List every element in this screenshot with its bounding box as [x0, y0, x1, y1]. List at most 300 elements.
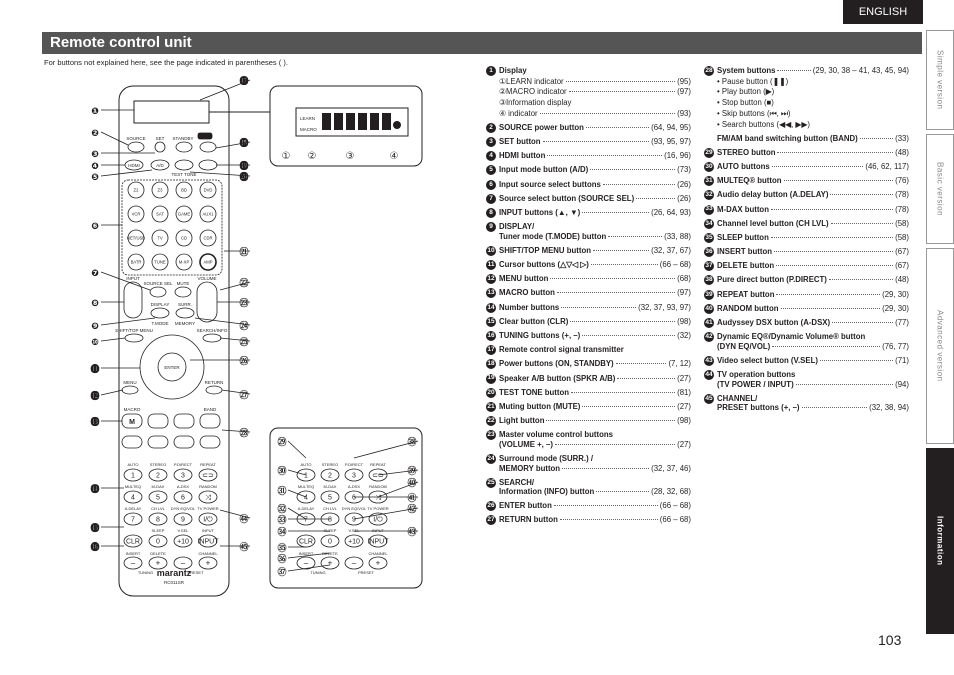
- legend-label: RANDOM button: [717, 303, 779, 313]
- legend-pages: (28, 32, 68): [651, 487, 691, 497]
- numpad-label: INSERT: [125, 551, 141, 556]
- numpad-key-label: INPUT: [367, 538, 389, 546]
- legend-pages: (71): [895, 355, 909, 365]
- volume-rocker: [197, 282, 217, 322]
- numpad-key-label: 5: [156, 494, 160, 502]
- numpad-label: DYN EQ/VOL: [170, 506, 196, 511]
- legend-entry: [704, 190, 909, 200]
- numpad-label: V.SEL: [177, 528, 189, 533]
- legend-entry: [704, 162, 909, 172]
- callout-number: ㉓: [239, 299, 249, 309]
- legend-label: Pure direct button (P.DIRECT): [717, 275, 827, 285]
- legend-number: 38: [704, 275, 714, 285]
- legend-pages: (32, 37, 93, 97): [638, 302, 691, 312]
- legend-number: 31: [704, 176, 714, 186]
- numpad-label: M-DAX: [151, 484, 165, 489]
- source-button-label: GAME: [177, 211, 191, 217]
- callout-number: ㊸: [407, 528, 417, 538]
- legend-label: Source select button (SOURCE SEL): [499, 193, 635, 203]
- legend-entry: [486, 208, 691, 218]
- source-button-label: M-XP: [178, 259, 190, 265]
- legend-number: 21: [486, 402, 496, 412]
- callout-number: ㊶: [407, 494, 417, 504]
- surr-button: [176, 308, 194, 318]
- numpad-label: SLEEP: [323, 528, 337, 533]
- legend-pages: (93): [677, 108, 691, 118]
- numpad-label: CHANNEL: [198, 551, 218, 556]
- numpad-label: TV POWER: [197, 506, 219, 511]
- legend-entry: [486, 137, 691, 147]
- numpad-key-label: I/⏻: [203, 516, 213, 524]
- numpad-label: STEREO: [321, 462, 339, 467]
- legend-entry: [704, 394, 909, 413]
- tab-label: Simple version: [935, 50, 945, 110]
- legend-label: PRESET buttons (+, –): [717, 403, 800, 413]
- stop-button: [200, 414, 220, 428]
- numpad-label: V.SEL: [348, 528, 360, 533]
- numpad-label: INPUT: [372, 528, 384, 533]
- tuning-label: TUNING: [310, 570, 326, 575]
- memory-label: MEMORY: [174, 321, 196, 326]
- numpad-label: INPUT: [202, 528, 214, 533]
- numpad-key-label: –: [303, 558, 309, 568]
- numpad-key-label: +: [327, 558, 333, 568]
- enter-label: ENTER: [164, 365, 180, 370]
- numpad-label: DELETE: [150, 551, 166, 556]
- numpad-label: MULTEQ: [297, 484, 315, 489]
- legend-entry: [486, 454, 691, 473]
- lcd-digit: [382, 113, 391, 130]
- legend-label: (DYN EQ/VOL): [717, 341, 771, 351]
- legend-number: 1: [486, 66, 496, 76]
- lcd-indicator-1: ①: [281, 151, 291, 162]
- menu-button: [122, 386, 138, 394]
- numpad-label: AUTO: [127, 462, 139, 467]
- legend-number: 37: [704, 261, 714, 271]
- lcd-macro: MACRO: [300, 127, 317, 132]
- legend-number: 33: [704, 205, 714, 215]
- legend-sub-label: • Stop button (■): [717, 98, 774, 108]
- test-tone-label: TEST TONE: [171, 172, 197, 177]
- legend-pages: (93, 95, 97): [651, 137, 691, 147]
- legend-pages: (32): [677, 330, 691, 340]
- mute-button: [175, 287, 191, 297]
- ad-label: A/D: [156, 163, 164, 168]
- legend-sub-label: • Pause button (❚❚): [717, 76, 789, 86]
- legend-pages: (48): [895, 275, 909, 285]
- numpad-label: TV POWER: [367, 506, 389, 511]
- callout-number: ㉑: [239, 248, 249, 258]
- callout-number: ㉛: [277, 487, 287, 497]
- set-label: SET: [155, 136, 165, 141]
- test-tone-button: [175, 160, 193, 170]
- legend-sub-label: • Search buttons (◀◀, ▶▶): [717, 119, 811, 129]
- source-button-label: VCR: [131, 211, 141, 217]
- callout-number: ⓱: [239, 77, 249, 87]
- source-power-button: [128, 142, 144, 152]
- callout-number: ⓳: [239, 162, 249, 172]
- numpad-key-label: 6: [352, 494, 356, 502]
- callout-number: ㉜: [277, 505, 287, 515]
- legend-entry: [486, 151, 691, 161]
- m-label: M: [129, 419, 135, 426]
- preset-label: PRESET: [187, 570, 204, 575]
- legend-pages: (27): [677, 373, 691, 383]
- legend-label: Surround mode (SURR.) /: [499, 453, 593, 463]
- numpad-key-label: 9: [181, 516, 185, 524]
- legend-entry: [486, 374, 691, 384]
- numpad-key-label: 4: [304, 494, 308, 502]
- legend-label: SOURCE power button: [499, 122, 584, 132]
- numpad-key-label: 1: [131, 472, 135, 480]
- source-button-label: BATR: [130, 259, 142, 265]
- legend-label: SET button: [499, 137, 541, 147]
- language-tab: ENGLISH: [843, 0, 923, 24]
- legend-entry: [704, 261, 909, 271]
- numpad-key-label: 9: [352, 516, 356, 524]
- numpad-key-label: –: [351, 558, 357, 568]
- legend-label: TUNING buttons (+, –): [499, 330, 581, 340]
- skip-back-button: [122, 436, 142, 448]
- return-button: [206, 386, 222, 394]
- legend-label: Audyssey DSX button (A-DSX): [717, 318, 831, 328]
- legend-number: 2: [486, 123, 496, 133]
- numpad-label: REPEAT: [200, 462, 216, 467]
- legend-entry: [486, 402, 691, 412]
- numpad-label: M-DAX: [323, 484, 337, 489]
- source-label: SOURCE: [126, 136, 146, 141]
- legend-label: MACRO button: [499, 288, 555, 298]
- legend-pages: (26): [677, 179, 691, 189]
- legend-sub-label: ②MACRO indicator: [499, 87, 567, 97]
- legend-label: Muting button (MUTE): [499, 401, 581, 411]
- legend-number: 14: [486, 303, 496, 313]
- legend-column-1: [486, 66, 691, 530]
- legend-pages: (98): [677, 316, 691, 326]
- return-label: RETURN: [204, 380, 224, 385]
- legend-pages: (67): [895, 247, 909, 257]
- legend-entry: [704, 66, 909, 129]
- set-button: [155, 142, 165, 152]
- legend-entry: [704, 148, 909, 158]
- numpad-key-label: 5: [328, 494, 332, 502]
- callout-number: ㊷: [407, 505, 417, 515]
- numpad-key-label: +: [375, 558, 381, 568]
- callout-number: ㊲: [277, 568, 287, 578]
- legend-sub-label: ④ indicator: [499, 108, 538, 118]
- search-info-label: SEARCH/INFO: [196, 328, 228, 333]
- numpad-label: MULTEQ: [124, 484, 142, 489]
- lcd-digit: [370, 113, 379, 130]
- display-button: [151, 308, 169, 318]
- numpad-key-label: 2: [156, 472, 160, 480]
- legend-pages: (33, 88): [664, 231, 691, 241]
- input-label: INPUT: [126, 276, 140, 281]
- legend-label: (TV POWER / INPUT): [717, 379, 794, 389]
- legend-pages: (29, 30): [882, 289, 909, 299]
- source-button-label: NET/USB: [126, 235, 146, 241]
- input-rocker: [124, 282, 142, 318]
- source-button-label: Z3: [157, 187, 163, 193]
- legend-pages: (95): [677, 76, 691, 86]
- callout-number: ❸: [91, 150, 99, 160]
- legend-label: Input mode button (A/D): [499, 165, 589, 175]
- callout-number: ㊴: [407, 467, 417, 477]
- legend-label: MULTEQ® button: [717, 176, 782, 186]
- callout-number: ❼: [91, 269, 99, 279]
- numpad-label: INSERT: [298, 551, 314, 556]
- hdmi-label: HDMI: [128, 163, 140, 168]
- callout-number: ㉝: [277, 516, 287, 526]
- lcd-digit: [334, 113, 343, 130]
- numpad-key-label: +: [205, 558, 211, 568]
- source-button-label: BD: [181, 187, 187, 193]
- page-number: 103: [878, 632, 902, 648]
- legend-label: System buttons: [717, 66, 776, 75]
- numpad-label: SLEEP: [151, 528, 165, 533]
- legend-entry: [486, 303, 691, 313]
- legend-entry: [704, 205, 909, 215]
- callout-number: ⓫: [90, 365, 100, 375]
- legend-number: 18: [486, 359, 496, 369]
- numpad-label: STEREO: [149, 462, 167, 467]
- ab-button: [199, 160, 217, 170]
- callout-number: ⓴: [239, 173, 249, 183]
- legend-label: CHANNEL/: [717, 393, 758, 403]
- legend-pages: (78): [895, 204, 909, 214]
- legend-number: 19: [486, 374, 496, 384]
- search-back-button: [174, 436, 194, 448]
- brand-label: marantz: [156, 568, 192, 578]
- numpad-key-label: 4: [131, 494, 135, 502]
- legend-label: Number buttons: [499, 302, 560, 312]
- numpad-key-label: 7: [304, 516, 308, 524]
- tab-label: Basic version: [935, 161, 945, 217]
- legend-entry: [486, 388, 691, 398]
- legend-entry: [704, 318, 909, 328]
- legend-label: TV operation buttons: [717, 370, 796, 380]
- volume-label: VOLUME: [197, 276, 217, 281]
- number-pad-zoom: [297, 462, 389, 575]
- lcd-digit: [322, 113, 331, 130]
- numpad-label: DYN EQ/VOL: [341, 506, 367, 511]
- legend-pages: (32, 37, 46): [651, 463, 691, 473]
- numpad-key-label: I/⏻: [373, 516, 383, 524]
- numpad-label: A.DELAY: [124, 506, 142, 511]
- legend-label: FM/AM band switching button (BAND): [717, 133, 858, 143]
- numpad-label: CH LVL: [323, 506, 337, 511]
- legend-label: Master volume control buttons: [499, 430, 613, 440]
- numpad-label: CH LVL: [151, 506, 165, 511]
- t-mode-label: T.MODE: [151, 321, 169, 326]
- pause-button: [148, 414, 168, 428]
- callout-number: ㉗: [239, 391, 249, 401]
- legend-label: Input source select buttons: [499, 179, 601, 189]
- legend-label: SLEEP button: [717, 232, 769, 242]
- legend-entry: [486, 222, 691, 241]
- numpad-key-label: +10: [348, 538, 360, 546]
- legend-entry: [486, 123, 691, 133]
- legend-pages: (27): [677, 401, 691, 411]
- legend-entry: [704, 275, 909, 285]
- source-button-label: AUX1: [202, 211, 214, 217]
- callout-number: ❹: [91, 162, 99, 172]
- numpad-label: RANDOM: [369, 484, 387, 489]
- numpad-label: P.DIRECT: [173, 462, 193, 467]
- legend-number: 16: [486, 331, 496, 341]
- legend-entry: [486, 501, 691, 511]
- numpad-key-label: +: [155, 558, 161, 568]
- legend-pages: (76, 77): [882, 341, 909, 351]
- callout-number: ⓭: [90, 418, 100, 428]
- legend-number: 32: [704, 190, 714, 200]
- numpad-key-label: 3: [352, 472, 356, 480]
- tuning-label: TUNING: [137, 570, 154, 575]
- search-fwd-button: [200, 436, 220, 448]
- legend-label: MEMORY button: [499, 463, 561, 473]
- lcd-learn: LEARN: [300, 116, 316, 121]
- callout-number: ⓰: [90, 543, 100, 553]
- legend-label: Channel level button (CH LVL): [717, 218, 829, 228]
- legend-pages: (58): [895, 218, 909, 228]
- legend-number: 25: [486, 478, 496, 488]
- macro-label: MACRO: [123, 407, 141, 412]
- skip-fwd-button: [148, 436, 168, 448]
- standby-button: [176, 142, 192, 152]
- legend-number: 43: [704, 356, 714, 366]
- legend-entry: [704, 247, 909, 257]
- source-button-label: TV: [157, 235, 163, 241]
- tab-label: Information: [935, 516, 945, 566]
- leader-line: [288, 441, 306, 458]
- model-label: RC011SR: [164, 580, 184, 585]
- numpad-label: AUTO: [300, 462, 312, 467]
- lcd-indicator-dot: [393, 121, 401, 129]
- numpad-key-label: CLR: [298, 538, 314, 546]
- tab-label: Advanced version: [935, 310, 945, 382]
- numpad-key-label: 8: [156, 516, 160, 524]
- legend-entry: [486, 194, 691, 204]
- legend-number: 30: [704, 162, 714, 172]
- legend-entry: [704, 356, 909, 366]
- play-button: [174, 414, 194, 428]
- legend-entry: [486, 359, 691, 369]
- legend-pages: (78): [895, 190, 909, 200]
- callout-number: ❾: [91, 322, 99, 332]
- legend-pages: (32, 38, 94): [869, 403, 909, 413]
- legend-pages: (81): [677, 387, 691, 397]
- legend-sub-label: ③Information display: [499, 98, 572, 108]
- legend-number: 10: [486, 246, 496, 256]
- numpad-key-label: 0: [156, 538, 160, 546]
- legend-number: 40: [704, 304, 714, 314]
- legend-label: Light button: [499, 416, 545, 426]
- numpad-key-label: 0: [328, 538, 332, 546]
- legend-entry: [486, 515, 691, 525]
- legend-entry: [704, 134, 909, 144]
- legend-label: RETURN button: [499, 515, 558, 525]
- callout-number: ㉖: [239, 357, 249, 367]
- callout-number: ㊳: [407, 438, 417, 448]
- legend-number: 36: [704, 247, 714, 257]
- legend-pages: (76): [895, 176, 909, 186]
- legend-number: 34: [704, 219, 714, 229]
- legend-sub-label: • Play button (▶): [717, 87, 775, 97]
- source-button-label: CDR: [203, 235, 213, 241]
- legend-entry: [486, 260, 691, 270]
- callout-number: ⓯: [90, 524, 100, 534]
- callout-number: ㊺: [239, 543, 249, 553]
- numpad-key-label: –: [180, 558, 186, 568]
- callout-number: ⓮: [90, 485, 100, 495]
- legend-label: (VOLUME +, –): [499, 440, 553, 449]
- numpad-key-label: CLR: [125, 538, 141, 546]
- legend-label: AUTO buttons: [717, 161, 770, 171]
- legend-label: TEST TONE button: [499, 387, 570, 397]
- page-title: Remote control unit: [42, 32, 922, 54]
- legend-number: 29: [704, 148, 714, 158]
- legend-pages: (46, 62, 117): [865, 161, 909, 171]
- legend-pages: (77): [895, 318, 909, 328]
- legend-number: 8: [486, 208, 496, 218]
- legend-pages: (33): [895, 133, 909, 143]
- lcd-indicator-2: ②: [307, 151, 317, 162]
- legend-number: 6: [486, 180, 496, 190]
- numpad-key-label: 8: [328, 516, 332, 524]
- legend-entry: [704, 233, 909, 243]
- source-button-label: AMP: [203, 259, 213, 265]
- legend-entry: [486, 416, 691, 426]
- numpad-label: P.DIRECT: [344, 462, 364, 467]
- callout-number: ㉚: [277, 467, 287, 477]
- legend-pages: (26, 64, 93): [651, 207, 691, 217]
- legend-number: 9: [486, 222, 496, 232]
- shift-top-menu-label: SHIFT/TOP MENU: [115, 328, 153, 333]
- callout-number: ❿: [91, 338, 99, 348]
- callout-number: ㉙: [277, 438, 287, 448]
- legend-label: HDMI button: [499, 151, 546, 161]
- legend-label: ENTER button: [499, 501, 552, 511]
- standby-label: STANDBY: [172, 136, 194, 141]
- display-label: DISPLAY: [150, 302, 170, 307]
- numpad-label: REPEAT: [370, 462, 386, 467]
- legend-pages: (58): [895, 232, 909, 242]
- legend-number: 17: [486, 345, 496, 355]
- legend-pages: (94): [895, 379, 909, 389]
- callout-number: ❽: [91, 299, 99, 309]
- on-label: ON: [204, 145, 212, 150]
- legend-label: REPEAT button: [717, 289, 775, 299]
- legend-label: STEREO button: [717, 147, 776, 157]
- legend-entry: [486, 317, 691, 327]
- legend-label: M-DAX button: [717, 204, 769, 214]
- legend-entry: [486, 288, 691, 298]
- callout-number: ㉒: [239, 279, 249, 289]
- numpad-key-label: 2: [328, 472, 332, 480]
- legend-pages: (32, 37, 67): [651, 245, 691, 255]
- legend-pages: (97): [677, 288, 691, 298]
- legend-label: Information (INFO) button: [499, 487, 595, 497]
- numpad-key-label: –: [130, 558, 136, 568]
- legend-entry: [704, 290, 909, 300]
- lcd-indicator-3: ③: [345, 151, 355, 162]
- source-button-label: CD: [180, 235, 188, 241]
- intro-text: For buttons not explained here, see the page indicated in parentheses ( ).: [44, 58, 288, 67]
- legend-entry: [704, 219, 909, 229]
- legend-number: 12: [486, 274, 496, 284]
- numpad-key-label: ⊂⊃: [372, 472, 384, 480]
- legend-pages: (64, 94, 95): [651, 122, 691, 132]
